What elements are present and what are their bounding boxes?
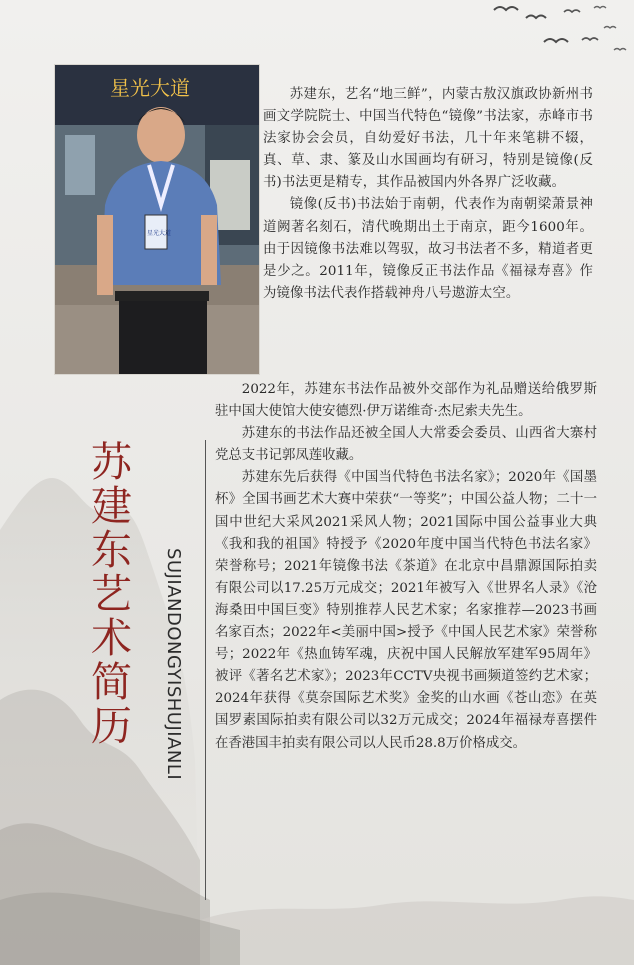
flying-birds-decoration [474, 0, 634, 70]
bio-paragraph: 镜像(反书)书法始于南朝，代表作为南朝梁萧景神道阙著名刻石，清代晚期出土于南京，距今1600年。由于因镜像书法难以驾驭，故习书法者不多，精道者更是少之。2011年，镜像反正书法作品《福禄寿喜》作为镜像书法代表作搭载神舟八号遨游太空。 [263, 197, 593, 301]
pinyin-title: SUJIANDONGYISHUJIANLI [163, 548, 184, 781]
vertical-divider [205, 440, 206, 900]
banner-text: 星光大道 [110, 76, 190, 100]
portrait-photo [54, 64, 260, 375]
bio-paragraph: 苏建东先后获得《中国当代特色书法名家》；2020年《国墨杯》全国书画艺术大赛中荣获“一等奖”；中国公益人物；二十一国中世纪大采风2021采风人物；2021国际中国公益事业大典《我和我的祖国》特授予《2020年度中国当代特色书法名家》荣誉称号；2021年镜像书法《茶道》在北京中昌鼎源国际拍卖有限公司以17.25万元成交；2021年被写入《世界名人录》《沧海桑田中国巨变》特别推荐人民艺术家；名家推荐—2023书画名家百杰；2022年<美丽中国>授予《中国人民艺术家》荣誉称号；2022年《热血铸军魂，庆祝中国人民解放军建军95周年》被评《著名艺术家》；2023年CCTV央视书画频道签约艺术家；2024年获得《莫奈国际艺术奖》金奖的山水画《苍山恋》在英国罗素国际拍卖有限公司以32万元成交；2024年福禄寿喜摆件在香港国丰拍卖有限公司以人民币28.8万价格成交。 [215, 470, 597, 751]
lanyard-badge-text: 星光大道 [147, 230, 172, 237]
bio-paragraph: 苏建东，艺名“地三鲜”，内蒙古敖汉旗政协新州书画文学院院士、中国当代特色“镜像”书法家，赤峰市书法家协会会员，自幼爱好书法，几十年来笔耕不辍，真、草、隶、篆及山水国画均有研习，特别是镜像(反书)书法更是精专，其作品被国内外各界广泛收藏。 [263, 87, 593, 191]
bio-paragraph: 2022年，苏建东书法作品被外交部作为礼品赠送给俄罗斯驻中国大使馆大使安德烈·伊万诺维奇·杰尼索夫先生。 [215, 382, 597, 420]
chinese-title: 苏建东艺术简历 [84, 440, 132, 748]
biography-intro [263, 84, 593, 305]
portrait-illustration [55, 65, 259, 374]
biography-achievements [215, 379, 597, 755]
bio-paragraph: 苏建东的书法作品还被全国人大常委会委员、山西省大寨村党总支书记郭凤莲收藏。 [215, 426, 597, 464]
